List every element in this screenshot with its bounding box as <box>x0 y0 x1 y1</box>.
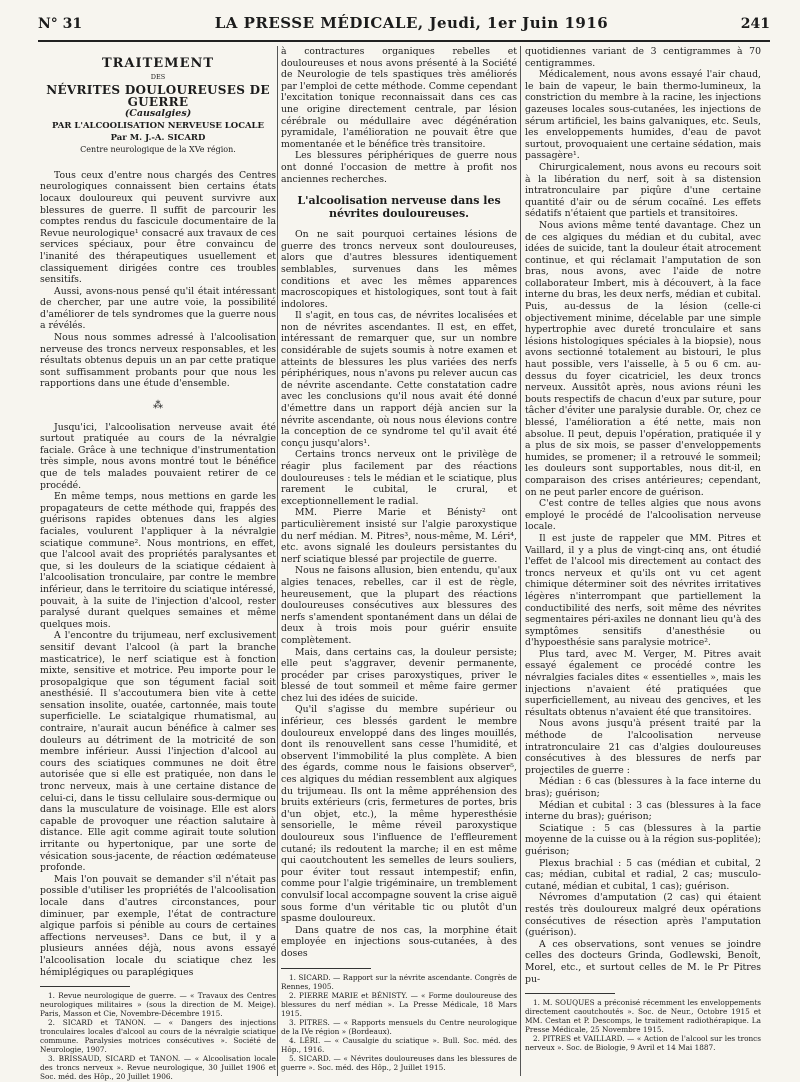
paragraph: En même temps, nous mettions en garde les propagateurs de cette méthode qui, frappés des guérisons rapides obtenues dans les algies faciales, voulurent l'appliquer à la névralgie sciatique commune². Nous montrions, en effet, que l'alcool avait des propriétés paralysantes et que, si les douleurs de la sciatique cédaient à l'alcoolisation tronculaire, par contre le membre inférieur, dans le territoire du sciatique intéressé, pouvait, à la suite de l'injection d'alcool, rester paralysé durant quelques semaines et même quelques mois. <box>40 491 276 630</box>
paragraph: MM. Pierre Marie et Bénisty² ont particulièrement insisté sur l'algie paroxystique du nerf médian. M. Pitres³, nous-même, M. Léri⁴, etc. avons signalé les douleurs persistantes du nerf sciatique blessé par projectile de guerre. <box>281 507 517 565</box>
article-title: TRAITEMENT <box>101 56 215 71</box>
paragraph: Tous ceux d'entre nous chargés des Centres neurologiques connaissent bien certains états locaux douloureux qui peuvent survivre aux blessures de guerre. Il suffit de parcourir les comptes rendus du fascicule documentaire de la Revue neurologique¹ consacré aux travaux de ces services spéciaux, pour être convaincu de l'inanité des thérapeutiques usuellement et classiquement dirigées contre ces troubles sensitifs. <box>40 169 276 286</box>
article-author: Par M. J.-A. SICARD <box>110 132 206 143</box>
footnote: 5. SICARD. — « Névrites douloureuses dans les blessures de guerre ». Soc. méd. des Hôp., 2 Juillet 1915. <box>281 1053 517 1072</box>
paragraph: Nous ne faisons allusion, bien entendu, qu'aux algies tenaces, rebelles, car il est de règle, heureusement, que la plupart des réactions douloureuses consécutives aux blessures des nerfs s'amendent spontanément dans un délai de deux à trois mois pour guérir ensuite complètement. <box>281 565 517 646</box>
page-number: 241 <box>740 16 770 32</box>
column-2 <box>281 46 517 1076</box>
footnote: 1. SICARD. — Rapport sur la névrite ascendante. Congrès de Rennes, 1905. <box>281 972 517 991</box>
footnotes <box>40 991 276 1081</box>
column-1 <box>40 46 276 1082</box>
footnote: 2. SICARD et TANON. — « Dangers des injections tronculaires locales d'alcool au cours de la névralgie sciatique commune. Paralysies motrices consécutives ». Société de Neurologie, 1907. <box>40 1018 276 1055</box>
journal-title: LA PRESSE MÉDICALE, Jeudi, 1er Juin 1916 <box>214 14 609 32</box>
paragraph: Il s'agit, en tous cas, de névrites localisées et non de névrites ascendantes. Il est, en effet, intéressant de remarquer que, sur un nombre considérable de sujets soumis à notre examen et atteints de blessures les plus variées des nerfs périphériques, nous n'avons pu relever aucun cas de névrite ascendante. Cette constatation cadre avec les conclusions qu'il nous avait été donné d'émettre dans un rapport déjà ancien sur la névrite ascendante, où nous nous élevions contre la conception de ce syndrome tel qu'il avait été conçu jusqu'alors¹. <box>281 310 517 449</box>
footnotes <box>525 998 761 1052</box>
footnote: 1. Revue neurologique de guerre. — « Travaux des Centres neurologiques militaires » (sous la direction de M. Meige). Paris, Masson et Cie, Novembre-Décembre 1915. <box>40 991 276 1019</box>
issue-number: N° 31 <box>38 16 83 32</box>
article-heading <box>40 58 276 156</box>
list-item: Médian : 6 cas (blessures à la face interne du bras); guérison; <box>525 776 761 799</box>
paragraph: Jusqu'ici, l'alcoolisation nerveuse avait été surtout pratiquée au cours de la névralgie faciale. Grâce à une technique d'instrumentation très simple, nous avons montré tout le bénéfice que de tels malades pouvaient retirer de ce procédé. <box>40 421 276 491</box>
column-separator <box>277 46 278 1076</box>
footnote: 3. PITRES. — « Rapports mensuels du Centre neurologique de la IVe région » (Bordeaux). <box>281 1017 517 1036</box>
article-affiliation: Centre neurologique de la XVe région. <box>80 145 236 155</box>
paragraph: Les blessures périphériques de guerre nous ont donné l'occasion de mettre à profit nos anciennes recherches. <box>281 150 517 185</box>
list-item: Sciatique : 5 cas (blessures à la partie moyenne de la cuisse ou à la région sus-poplitée); guérison; <box>525 822 761 857</box>
list-item: Névromes d'amputation (2 cas) qui étaient restés très douloureux malgré deux opérations consécutives de résection après l'amputation (guérison). <box>525 892 761 939</box>
paragraph: Nous avons jusqu'à présent traité par la méthode de l'alcoolisation nerveuse intratronculaire 21 cas d'algies douloureuses consécutives à des blessures de nerfs par projectiles de guerre : <box>525 718 761 776</box>
article-title-main: NÉVRITES DOULOUREUSES DE GUERRE <box>46 83 270 109</box>
article-method: PAR L'ALCOOLISATION NERVEUSE LOCALE <box>51 120 265 131</box>
paragraph: Dans quatre de nos cas, la morphine était employée en injections sous-cutanées, à des doses <box>281 924 517 959</box>
paragraph: Il est juste de rappeler que MM. Pitres et Vaillard, il y a plus de vingt-cinq ans, ont étudié l'effet de l'alcool mis directement au contact des troncs nerveux et qu'ils ont vu cet agent chimique déterminer soit des névrites irritatives légères n'interrompant que partiellement la conductibilité des nerfs, soit même des névrites segmentaires péri-axiles ne donnant lieu qu'à des symptômes sensitifs d'anesthésie ou d'hypoesthésie sans paralysie motrice². <box>525 532 761 649</box>
paragraph: à contractures organiques rebelles et douloureuses et nous avons présenté à la Société de Neurologie de tels spastiques très améliorés par l'emploi de cette méthode. Comme cependant l'excitation tonique reconnaissait dans ces cas une origine directement centrale, par lésion cérébrale ou médullaire avec dégénération pyramidale, l'amélioration ne pouvait être que momentanée et le bénéfice très transitoire. <box>281 46 517 150</box>
paragraph: quotidiennes variant de 3 centigrammes à 70 centigrammes. <box>525 46 761 69</box>
paragraph: C'est contre de telles algies que nous avons employé le procédé de l'alcoolisation nerveuse locale. <box>525 498 761 533</box>
column-3 <box>525 46 761 1076</box>
paragraph: A l'encontre du trijumeau, nerf exclusivement sensitif devant l'alcool (à part la branche masticatrice), le nerf sciatique est à fonction mixte, sensitive et motrice. Peu importe pour le prosopalgique que son tégument facial soit anesthésié. Il s'accoutumera bien vite à cette sensation insolite, ouatée, cartonnée, mais toute superficielle. Le sciatalgique rhumatismal, au contraire, n'aurait aucun bénéfice à calmer ses douleurs au détriment de la motricité de son membre inférieur. Aussi l'injection d'alcool au cours des sciatiques communes ne doit être autorisée que si elle est pratiquée, non dans le tronc nerveux, mais à une certaine distance de celui-ci, dans le tissu cellulaire sous-dermique ou dans la musculature de voisinage. Elle est alors capable de provoquer une réaction salutaire à distance. Elle agit comme agirait toute solution irritante ou hypertonique, par une sorte de vésication sous-jacente, de réaction œdémateuse profonde. <box>40 630 276 874</box>
footnote: 2. PITRES et VAILLARD. — « Action de l'alcool sur les troncs nerveux ». Soc. de Biologie, 9 Avril et 14 Mai 1887. <box>525 1034 761 1053</box>
paragraph: Aussi, avons-nous pensé qu'il était intéressant de chercher, par une autre voie, la possibilité d'améliorer de tels syndromes que la guerre nous a révélés. <box>40 285 276 332</box>
footnote: 3. BRISSAUD, SICARD et TANON. — « Alcoolisation locale des troncs nerveux ». Revue neurologique, 30 Juillet 1906 et Soc. méd. des Hôp., 20 Juillet 1906. <box>40 1054 276 1082</box>
footnote: 4. LÉRI. — « Causalgie du sciatique ». Bull. Soc. méd. des Hôp., 1916. <box>281 1035 517 1054</box>
header-rule <box>38 40 770 42</box>
footnote: 1. M. SOUQUES a préconisé récemment les enveloppements directement caoutchoutés ». Soc. de Neur., Octobre 1915 et MM. Cestan et P. Descomps, le traitement radiothérapique. La Presse Médicale, 25 Novembre 1915. <box>525 998 761 1035</box>
list-item: Plexus brachial : 5 cas (médian et cubital, 2 cas; médian, cubital et radial, 2 cas; musculo-cutané, médian et cubital, 1 cas); guérison. <box>525 857 761 892</box>
footnotes <box>281 973 517 1072</box>
paragraph: Nous avions même tenté davantage. Chez un de ces algiques du médian et du cubital, avec idées de suicide, tant la douleur était atrocement continue, et qui réclamait l'amputation de son bras, nous avons, avec l'aide de notre collaborateur Imbert, mis à découvert, à la face interne du bras, les deux nerfs, médian et cubital. Puis, au-dessus de la lésion (celle-ci objectivement minime, décelable par une simple hypertrophie avec dureté tronculaire et sans lésions histologiques spéciales à la biopsie), nous avons sectionné totalement au bistouri, le plus haut possible, vers l'aisselle, à 5 ou 6 cm. au-dessus du foyer cicatriciel, les deux troncs nerveux. Aussitôt après, nous avions réuni les bouts respectifs de chacun d'eux par suture, pour tâcher d'éviter une paralysie durable. Or, chez ce blessé, l'amélioration a été nette, mais non absolue. Il peut, depuis l'opération, pratiquée il y a plus de six mois, se passer d'enveloppements humides, se promener; il a retrouvé le sommeil; les douleurs sont supportables, nous dit-il, en comparaison des crises antérieures; cependant, on ne peut parler encore de guérison. <box>525 219 761 498</box>
paragraph: A ces observations, sont venues se joindre celles des docteurs Grinda, Godlewski, Benoît, Morel, etc., et surtout celles de M. le Pr Pitres pu- <box>525 938 761 985</box>
article-title-des: DES <box>150 72 166 81</box>
section-stars: ⁂ <box>153 400 163 412</box>
article-subtitle: (Causalgies) <box>124 108 192 120</box>
paragraph: Certains troncs nerveux ont le privilège de réagir plus facilement par des réactions douloureuses : tels le médian et le sciatique, plus rarement le cubital, le crural, et exceptionnellement le radial. <box>281 449 517 507</box>
paragraph: Médicalement, nous avons essayé l'air chaud, le bain de vapeur, le bain thermo-lumineux, la constriction du membre à la racine, les injections gazeuses locales sous-cutanées, les injections de sérum artificiel, les bains galvaniques, etc. Seuls, les enveloppements humides, d'eau de pavot surtout, provoquaient une certaine sédation, mais passagère¹. <box>525 69 762 162</box>
footnote-rule <box>281 968 371 969</box>
column-separator <box>520 46 521 1076</box>
paragraph: On ne sait pourquoi certaines lésions de guerre des troncs nerveux sont douloureuses, alors que d'autres blessures identiquement semblables, survenues dans les mêmes conditions et avec les mêmes apparences macroscopiques et histologiques, sont tout à fait indolores. <box>281 229 517 310</box>
footnote-rule <box>40 986 130 987</box>
footnote: 2. PIERRE MARIE et BÉNISTY. — « Forme douloureuse des blessures du nerf médian ». La Presse Médicale, 18 Mars 1915. <box>281 990 517 1018</box>
running-header <box>38 14 770 36</box>
footnote-rule <box>525 993 615 994</box>
paragraph: Mais, dans certains cas, la douleur persiste; elle peut s'aggraver, devenir permanente, procéder par crises paroxystiques, priver le blessé de tout sommeil et même faire germer chez lui des idées de suicide. <box>281 646 517 704</box>
list-item: Médian et cubital : 3 cas (blessures à la face interne du bras); guérison; <box>525 799 761 823</box>
section-title: L'alcoolisation nerveuse dans les névrites douloureuses. <box>297 194 501 221</box>
paragraph: Mais l'on pouvait se demander s'il n'était pas possible d'utiliser les propriétés de l'alcoolisation locale dans d'autres circonstances, pour diminuer, par exemple, l'état de contracture algique parfois si pénible au cours de certaines affections nerveuses³. Dans ce but, il y a plusieurs années déjà, nous avons essayé l'alcoolisation locale du sciatique chez les hémiplégiques ou paraplégiques <box>40 873 276 978</box>
paragraph: Nous nous sommes adressé à l'alcoolisation nerveuse des troncs nerveux responsables, et les résultats obtenus depuis un an par cette pratique sont suffisamment probants pour que nous les rapportions dans une étude d'ensemble. <box>40 332 276 390</box>
paragraph: Plus tard, avec M. Verger, M. Pitres avait essayé également ce procédé contre les névralgies faciales dites « essentielles », mais les injections n'avaient été pratiquées que superficiellement, au niveau des gencives, et les résultats obtenus n'avaient été que transitoires. <box>525 648 761 718</box>
paragraph: Qu'il s'agisse du membre supérieur ou inférieur, ces blessés gardent le membre douloureux enveloppé dans des linges mouillés, dont ils renouvellent sans cesse l'humidité, et observent l'immobilité la plus complète. A bien des égards, comme nous le faisions observer⁵, ces algiques du médian ressemblent aux algiques du trijumeau. Ils ont la même appréhension des bruits extérieurs (cris, fermetures de portes, bris d'un objet, etc.), la même hyperesthésie sensorielle, le même réveil paroxystique douloureux sous l'influence de l'effleurement cutané; ils redoutent la marche; il en est même qui caoutchoutent les semelles de leurs souliers, pour éviter tout ressaut intempestif; enfin, comme pour l'algie trigéminaire, un tremblement convulsif local accompagne souvent la crise aiguë sous forme d'un véritable tic ou plutôt d'un spasme douloureux. <box>281 704 517 925</box>
paragraph: Chirurgicalement, nous avons eu recours soit à la libération du nerf, soit à sa distension intratronculaire par piqûre d'une certaine quantité d'air ou de sérum cocaïné. Les effets sédatifs n'étaient que partiels et transitoires. <box>525 161 761 220</box>
